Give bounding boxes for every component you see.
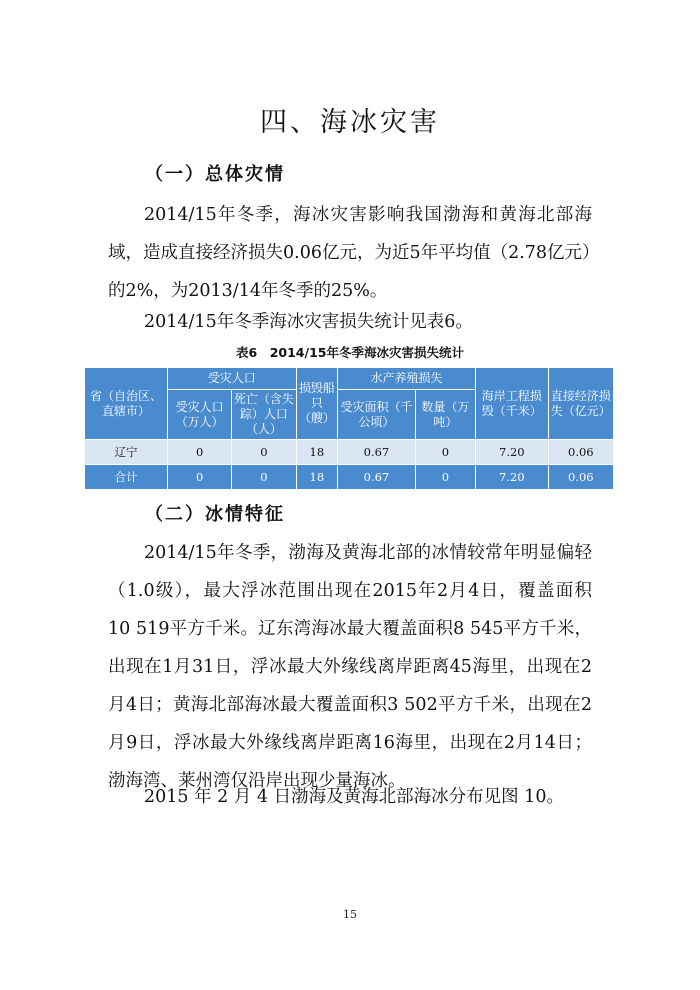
text-line: 10 519平方千米。辽东湾海冰最大覆盖面积8 545平方千米， (108, 619, 592, 639)
text-line: 域，造成直接经济损失0.06亿元，为近5年平均值（2.78亿元） (108, 243, 600, 263)
section-heading-overall: （一）总体灾情 (145, 164, 285, 185)
cell-region: 辽宁 (85, 440, 168, 465)
text-line: 月9日，浮冰最大外缘线离岸距离16海里，出现在2月14日； (108, 733, 592, 753)
text-line: 月4日；黄海北部海冰最大覆盖面积3 502平方千米，出现在2 (108, 695, 592, 715)
header-damaged-boats: 损毁船只（艘） (296, 368, 337, 440)
cell-affected-area: 0.67 (338, 465, 416, 490)
header-aquaculture-loss: 水产养殖损失 (338, 368, 476, 390)
table-row-total (85, 465, 614, 490)
paragraph-table-reference: 2014/15年冬季海冰灾害损失统计见表6。 (144, 312, 473, 332)
text-line: 2014/15年冬季，渤海及黄海北部的冰情较常年明显偏轻 (144, 543, 592, 563)
header-region: 省（自治区、直辖市） (85, 368, 168, 440)
text-line: （1.0级），最大浮冰范围出现在2015年2月4日，覆盖面积 (108, 581, 592, 601)
cell-region: 合计 (85, 465, 168, 490)
header-affected-area: 受灾面积（千公顷） (338, 390, 416, 440)
section-heading-ice-features: （二）冰情特征 (145, 504, 285, 525)
cell-affected-people: 0 (167, 440, 231, 465)
cell-coastal-works: 7.20 (476, 440, 549, 465)
paragraph-ice-features (108, 534, 592, 800)
header-affected-people: 受灾人口（万人） (167, 390, 231, 440)
page-title: 四、海冰灾害 (260, 107, 440, 138)
text-line: 2014/15年冬季，海冰灾害影响我国渤海和黄海北部海 (144, 205, 592, 225)
text-line: 出现在1月31日，浮冰最大外缘线离岸距离45海里，出现在2 (108, 657, 592, 677)
header-coastal-works: 海岸工程损毁（千米） (476, 368, 549, 440)
table-caption: 表6 2014/15年冬季海冰灾害损失统计 (236, 345, 464, 360)
cell-affected-people: 0 (167, 465, 231, 490)
cell-quantity: 0 (415, 465, 475, 490)
cell-damaged-boats: 18 (296, 440, 337, 465)
text-line: 渤海湾、莱州湾仅沿岸出现少量海冰。 (108, 771, 406, 791)
cell-deaths: 0 (232, 465, 296, 490)
cell-direct-loss: 0.06 (548, 440, 613, 465)
header-deaths: 死亡（含失踪）人口（人） (232, 390, 296, 440)
paragraph-overall-losses (108, 196, 600, 310)
cell-coastal-works: 7.20 (476, 465, 549, 490)
cell-damaged-boats: 18 (296, 465, 337, 490)
table-row (85, 440, 614, 465)
header-direct-loss: 直接经济损失（亿元） (548, 368, 613, 440)
cell-direct-loss: 0.06 (548, 465, 613, 490)
header-quantity: 数量（万吨） (415, 390, 475, 440)
text-line: 的2%，为2013/14年冬季的25%。 (108, 281, 388, 301)
cell-deaths: 0 (232, 440, 296, 465)
cell-affected-area: 0.67 (338, 440, 416, 465)
paragraph-figure-reference: 2015 年 2 月 4 日渤海及黄海北部海冰分布见图 10。 (144, 787, 564, 807)
loss-statistics-table (84, 367, 614, 490)
page-number: 15 (343, 908, 357, 921)
cell-quantity: 0 (415, 440, 475, 465)
header-affected-population: 受灾人口 (167, 368, 296, 390)
